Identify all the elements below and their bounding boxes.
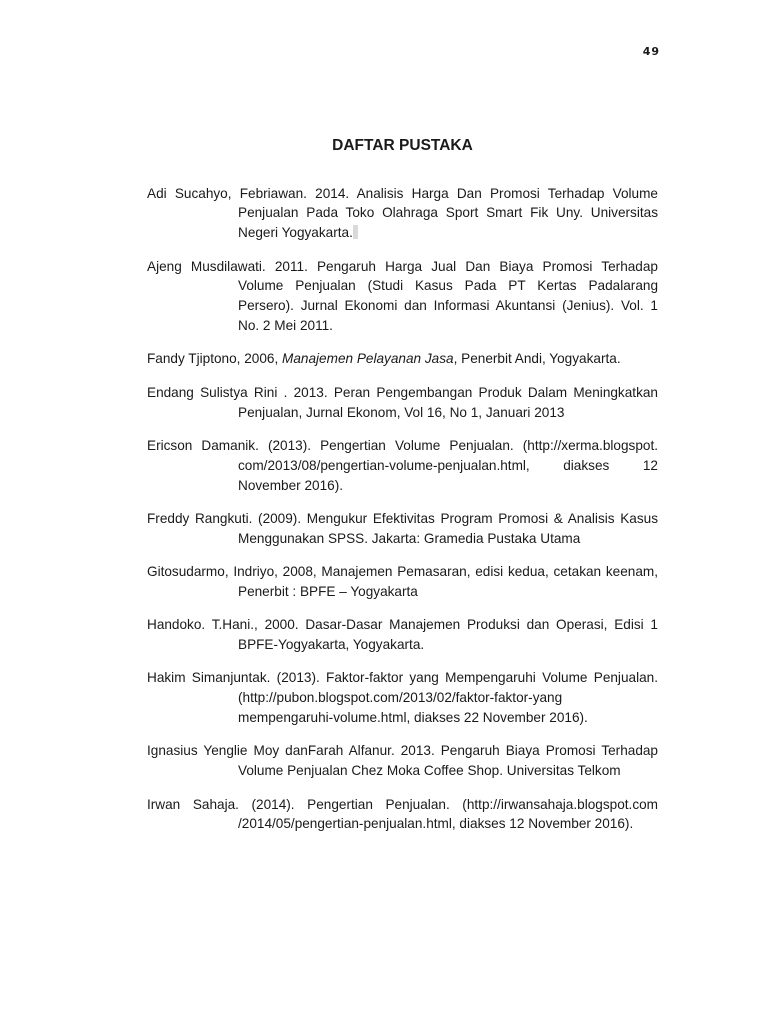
- page-number: 49: [642, 45, 660, 58]
- reference-entry: Handoko. T.Hani., 2000. Dasar-Dasar Manajemen Produksi dan Operasi, Edisi 1 BPFE-Yogyakarta, Yogyakarta.: [147, 617, 658, 653]
- reference-entry: Ajeng Musdilawati. 2011. Pengaruh Harga Jual Dan Biaya Promosi Terhadap Volume Penjualan (Studi Kasus Pada PT Kertas Padalarang Persero). Jurnal Ekonomi dan Informasi Akuntansi (Jenius). Vol. 1 No. 2 Mei 2011.: [147, 258, 658, 333]
- reference-entry: Hakim Simanjuntak. (2013). Faktor-faktor yang Mempengaruhi Volume Penjualan. (http://pubon.blogspot.com/2013/02/faktor-faktor-yang mempengaruhi-volume.html, diakses 22 November 2016).: [147, 670, 658, 726]
- reference-entry: Irwan Sahaja. (2014). Pengertian Penjualan. (http://irwansahaja.blogspot.com /2014/05/pengertian-penjualan.html, diakses 12 November 2016).: [147, 796, 658, 832]
- reference-entry: Adi Sucahyo, Febriawan. 2014. Analisis Harga Dan Promosi Terhadap Volume Penjualan Pada Toko Olahraga Sport Smart Fik Uny. Universitas Negeri Yogyakarta.: [147, 185, 658, 241]
- book-title: Manajemen Pelayanan Jasa: [282, 351, 454, 367]
- reference-entry: Fandy Tjiptono, 2006, Manajemen Pelayanan Jasa, Penerbit Andi, Yogyakarta.: [147, 351, 621, 367]
- reference-entry: Freddy Rangkuti. (2009). Mengukur Efektivitas Program Promosi & Analisis Kasus Menggunakan SPSS. Jakarta: Gramedia Pustaka Utama: [147, 510, 658, 546]
- reference-list: [147, 170, 658, 845]
- reference-entry: Endang Sulistya Rini . 2013. Peran Pengembangan Produk Dalam Meningkatkan Penjualan, Jurnal Ekonom, Vol 16, No 1, Januari 2013: [147, 384, 658, 420]
- page-title: DAFTAR PUSTAKA: [332, 137, 473, 154]
- reference-entry: Ericson Damanik. (2013). Pengertian Volume Penjualan. (http://xerma.blogspot. com/2013/08/pengertian-volume-penjualan.html, diakses 12 November 2016).: [147, 437, 658, 493]
- text-cursor: [353, 225, 358, 239]
- reference-entry: Gitosudarmo, Indriyo, 2008, Manajemen Pemasaran, edisi kedua, cetakan keenam, Penerbit : BPFE – Yogyakarta: [147, 564, 658, 599]
- reference-entry: Ignasius Yenglie Moy danFarah Alfanur. 2013. Pengaruh Biaya Promosi Terhadap Volume Penjualan Chez Moka Coffee Shop. Universitas Telkom: [147, 743, 658, 779]
